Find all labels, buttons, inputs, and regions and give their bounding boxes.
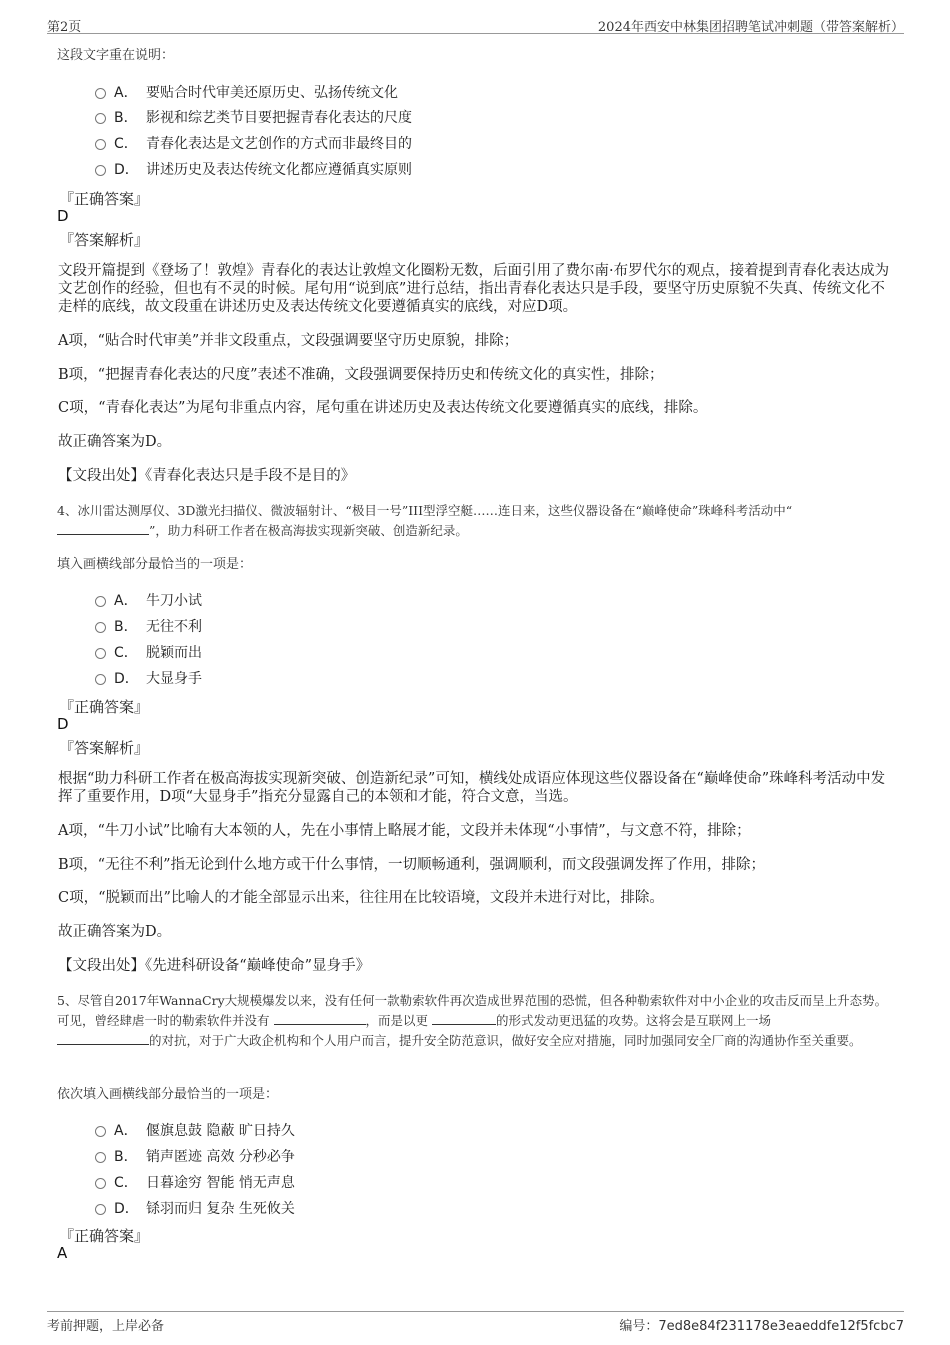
option-text: 大显身手 [146,671,202,687]
q3-analysis-c: C项，“青春化表达”为尾句非重点内容，尾句重在讲述历史及表达传统文化要遵循真实的底线，排除。 [58,400,708,416]
q5-option-a[interactable] [95,1119,295,1141]
radio-icon[interactable] [95,1126,106,1137]
footer-divider [47,1311,904,1312]
q3-option-d[interactable] [95,158,412,180]
q4-option-a[interactable] [95,589,202,611]
document-title: 2024年西安中林集团招聘笔试冲刺题（带答案解析） [597,20,904,35]
option-text: 脱颖而出 [146,645,202,661]
radio-icon[interactable] [95,1152,106,1163]
q4-analysis-main: 根据“助力科研工作者在极高海拔实现新突破、创造新纪录”可知，横线处成语应体现这些仪器设备在“巅峰使命”珠峰科考活动中发挥了重要作用，D项“大显身手”指充分显露自己的本领和才能，符合文意，当选。 [58,771,886,805]
option-text: 讲述历史及表达传统文化都应遵循真实原则 [146,162,412,178]
option-text: 要贴合时代审美还原历史、弘扬传统文化 [146,85,398,101]
option-text: 牛刀小试 [146,593,202,609]
q3-option-b[interactable] [95,106,412,128]
option-letter: D． [114,1201,139,1217]
radio-icon[interactable] [95,1204,106,1215]
page-number: 第2页 [47,20,82,35]
q3-prompt: 这段文字重在说明： [57,48,175,63]
q3-option-a[interactable] [95,81,398,103]
option-letter: B． [114,110,138,126]
option-letter: B． [114,1149,138,1165]
q4-option-d[interactable] [95,667,202,689]
q4-answer-label: 『正确答案』 [59,698,150,716]
q4-conclusion: 故正确答案为D。 [58,924,172,940]
radio-icon[interactable] [95,596,106,607]
q4-source: 【文段出处】《先进科研设备“巅峰使命”显身手》 [58,958,371,974]
radio-icon[interactable] [95,622,106,633]
q4-analysis-a: A项，“牛刀小试”比喻有大本领的人，先在小事情上略展才能，文段并未体现“小事情”，与文意不符，排除； [58,823,751,839]
option-letter: D． [114,162,139,178]
q4-answer: D [57,715,69,733]
radio-icon[interactable] [95,674,106,685]
fill-blank [432,1012,496,1025]
radio-icon[interactable] [95,139,106,150]
q5-stem-text: 5、尽管自2017年WannaCry大规模爆发以来，没有任何一款勒索软件再次造成世界范围的恐慌，但各种勒索软件对中小企业的攻击反而呈上升态势。可见，曾经肆虐一时的勒索软件并没有 [57,993,888,1028]
q3-option-c[interactable] [95,132,412,154]
footer-code [619,1315,904,1334]
q5-option-b[interactable] [95,1145,295,1167]
option-text: 日暮途穷 智能 悄无声息 [146,1175,295,1191]
option-letter: A． [114,1123,138,1139]
q5-stem-text-2: ，而是以更 [365,1013,429,1028]
q3-analysis-a: A项，“贴合时代审美”并非文段重点，文段强调要坚守历史原貌，排除； [58,333,519,349]
q5-answer-label: 『正确答案』 [59,1227,150,1245]
q3-answer-label: 『正确答案』 [59,190,150,208]
fill-blank [57,522,149,535]
q5-stem-text-3: 的形式发动更迅猛的攻势。这将会是互联网上一场 [496,1013,772,1028]
option-text: 青春化表达是文艺创作的方式而非最终目的 [146,136,412,152]
footer-code-value: 7ed8e84f231178e3eaeddfe12f5fcbc7 [658,1319,904,1334]
option-text: 偃旗息鼓 隐蔽 旷日持久 [146,1123,295,1139]
option-letter: B． [114,619,138,635]
option-letter: A． [114,85,138,101]
q3-analysis-b: B项，“把握青春化表达的尺度”表述不准确，文段强调要保持历史和传统文化的真实性，排除； [58,367,664,383]
q3-analysis-label: 『答案解析』 [59,231,150,249]
option-letter: C． [114,1175,138,1191]
q4-stem [57,501,897,541]
fill-blank [274,1012,366,1025]
fill-blank [57,1032,149,1045]
radio-icon[interactable] [95,88,106,99]
header-divider [47,33,904,34]
option-text: 无往不利 [146,619,202,635]
option-letter: A． [114,593,138,609]
q5-option-c[interactable] [95,1171,295,1193]
q4-analysis-label: 『答案解析』 [59,739,150,757]
q4-analysis-b: B项，“无往不利”指无论到什么地方或干什么事情，一切顺畅通利，强调顺利，而文段强调发挥了作用，排除； [58,857,765,873]
footer-slogan: 考前押题，上岸必备 [47,1319,165,1334]
radio-icon[interactable] [95,648,106,659]
q5-answer: A [57,1244,68,1262]
q4-stem-text-end: ”，助力科研工作者在极高海拔实现新突破、创造新纪录。 [149,523,468,538]
q4-option-c[interactable] [95,641,202,663]
q5-stem-text-4: 的对抗，对于广大政企机构和个人用户而言，提升安全防范意识，做好安全应对措施，同时加强同安全厂商的沟通协作至关重要。 [149,1033,862,1048]
option-letter: C． [114,136,138,152]
option-letter: D． [114,671,139,687]
q5-stem [57,991,897,1051]
q5-option-d[interactable] [95,1197,295,1219]
radio-icon[interactable] [95,1178,106,1189]
radio-icon[interactable] [95,165,106,176]
option-text: 铩羽而归 复杂 生死攸关 [146,1201,295,1217]
q3-conclusion: 故正确答案为D。 [58,434,172,450]
option-text: 影视和综艺类节目要把握青春化表达的尺度 [146,110,412,126]
q4-stem-text: 4、冰川雷达测厚仪、3D激光扫描仪、微波辐射计、“极目一号”III型浮空艇……连日来，这些仪器设备在“巅峰使命”珠峰科考活动中“ [57,503,793,518]
q3-analysis-main: 文段开篇提到《登场了！敦煌》青春化的表达让敦煌文化圈粉无数，后面引用了费尔南·布罗代尔的观点，接着提到青春化表达成为文艺创作的经验，但也有不灵的时候。尾句用“说到底”进行总结，指出青春化表达只是手段，要坚守历史原貌不失真、传统文化不走样的底线，故文段重在讲述历史及表达传统文化要遵循真实的底线，对应D项。 [58,263,890,315]
q4-option-b[interactable] [95,615,202,637]
q5-prompt: 依次填入画横线部分最恰当的一项是： [57,1087,279,1102]
option-letter: C． [114,645,138,661]
q4-analysis-c: C项，“脱颖而出”比喻人的才能全部显示出来，往往用在比较语境，文段并未进行对比，排除。 [58,890,664,906]
q3-source: 【文段出处】《青春化表达只是手段不是目的》 [58,468,356,484]
q3-answer: D [57,207,69,225]
footer-code-label: 编号： [619,1319,659,1334]
q4-prompt: 填入画横线部分最恰当的一项是： [57,557,253,572]
radio-icon[interactable] [95,113,106,124]
option-text: 销声匿迹 高效 分秒必争 [146,1149,295,1165]
